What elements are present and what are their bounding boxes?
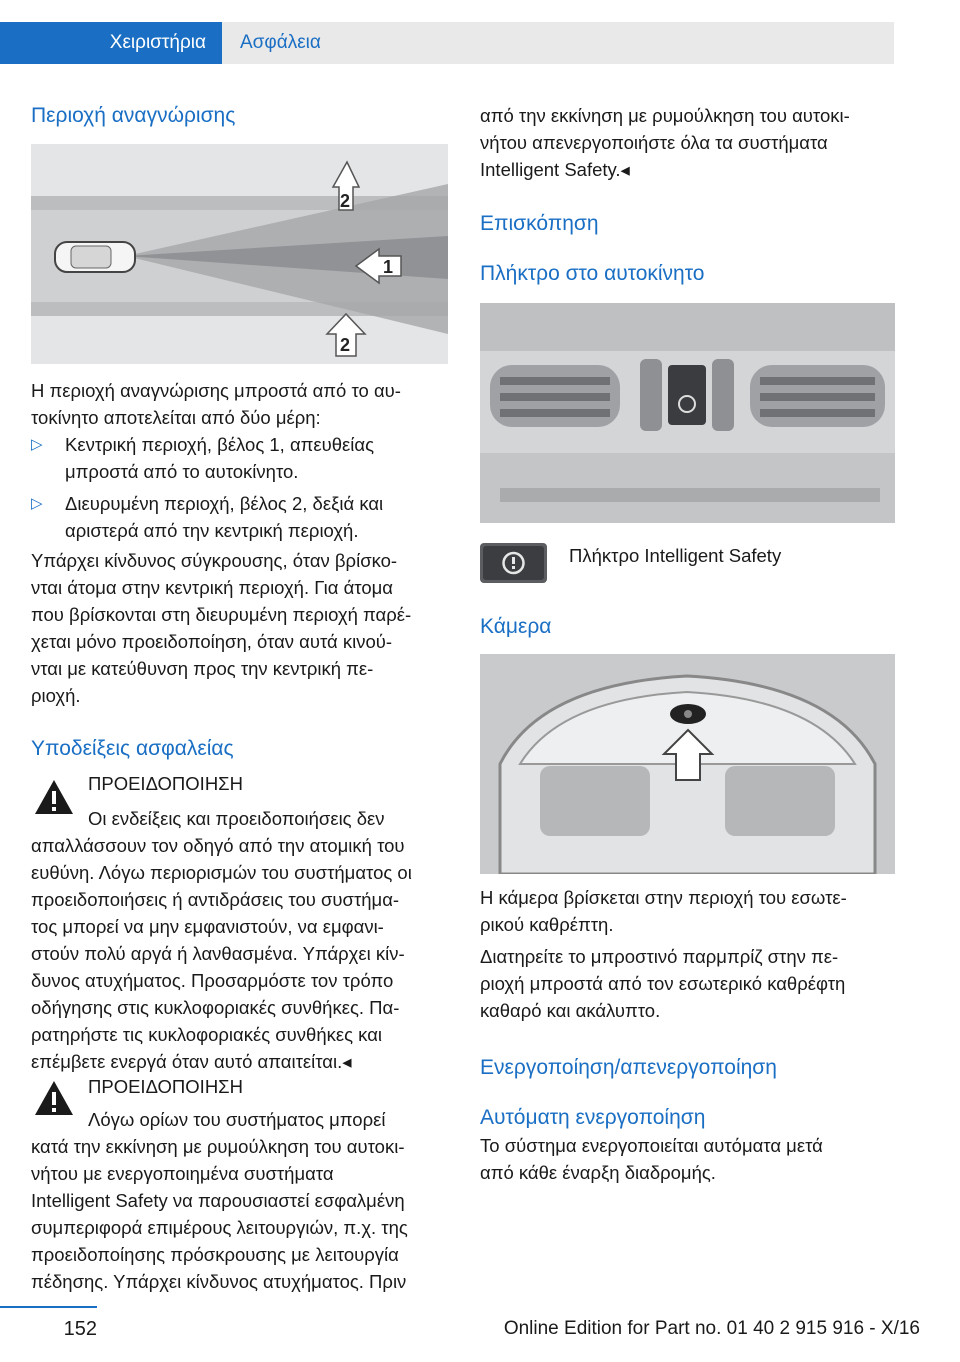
collision-risk-paragraph: Υπάρχει κίνδυνος σύγκρουσης, όταν βρίσκο- νται άτομα στην κεντρική περιοχή. Για άτομα που βρίσκονται στη διευρυμένη περιοχή παρέ- χεται μόνο προειδοποίηση, όταν αυτά κινού- νται με κατεύθυνση προς την κεντρική πε- ριοχή. [31,550,412,706]
tab-safety[interactable]: Ασφάλεια [222,22,894,64]
warning-title: ΠΡΟΕΙΔΟΠΟΙΗΣΗ [88,773,243,794]
warning-title: ΠΡΟΕΙΔΟΠΟΙΗΣΗ [88,1076,243,1097]
heading-on-off: Ενεργοποίηση/απενεργοποίηση [480,1056,777,1079]
figure-label-2-top: 2 [340,191,351,211]
heading-camera: Κάμερα [480,615,552,638]
heading-button-in-car: Πλήκτρο στο αυτοκίνητο [480,262,705,285]
warning-paragraph: Λόγω ορίων του συστήματος μπορεί κατά την εκκίνηση με ρυμούλκηση του αυτοκι- νήτου με ενεργοποιημένα συστήματα Intelligent Safety να παρουσιαστεί εσφαλμένη συμπεριφορά επιμέρους λειτουργιών, π.χ. της προειδοποίησης πρόσκρουσης με λειτουργία πέδησης. Υπάρχει κίνδυνος ατυχήματος. Πριν [31,1109,408,1292]
list-item: ▷ Διευρυμένη περιοχή, βέλος 2, δεξιά και αριστερά από την κεντρική περιοχή. [31,490,448,544]
header-tabs [0,22,895,64]
windscreen-paragraph: Διατηρείτε το μπροστινό παρμπρίζ στην πε- ριοχή μπροστά από τον εσωτερικό καθρέφτη καθαρό και ακάλυπτο. [480,946,846,1021]
list-item: ▷ Κεντρική περιοχή, βέλος 1, απευθείας μπροστά από το αυτοκίνητο. [31,431,448,485]
bullet-arrow-icon: ▷ [31,436,43,453]
auto-activation-paragraph: Το σύστημα ενεργοποιείται αυτόματα μετά από κάθε έναρξη διαδρομής. [480,1135,823,1183]
heading-overview: Επισκόπηση [480,212,599,235]
footer-divider [0,1306,97,1308]
camera-paragraph: Η κάμερα βρίσκεται στην περιοχή του εσωτε- ρικού καθρέπτη. [480,887,847,935]
intelligent-safety-button-icon [480,543,547,583]
intro-paragraph: Η περιοχή αναγνώρισης μπροστά από το αυ- τοκίνητο αποτελείται από δύο μέρη: [31,380,401,428]
dashboard-button-figure [480,303,895,523]
detection-area-figure [31,144,448,364]
heading-detection-area: Περιοχή αναγνώρισης [31,104,236,127]
page-number: 152 [63,1318,97,1340]
tab-controls[interactable]: Χειριστήρια [0,22,222,64]
edition-footer: Online Edition for Part no. 01 40 2 915 916 - X/16 [503,1318,920,1339]
continued-paragraph: από την εκκίνηση με ρυμούλκηση του αυτοκι- νήτου απενεργοποιήστε όλα τα συστήματα Intelligent Safety.◂ [480,105,850,180]
figure-label-2-bottom: 2 [340,335,351,355]
heading-auto-activation: Αυτόματη ενεργοποίηση [480,1106,706,1129]
camera-location-figure [480,654,895,874]
bullet-arrow-icon: ▷ [31,495,43,512]
figure-label-1: 1 [383,257,394,277]
heading-safety-notes: Υποδείξεις ασφαλείας [31,737,234,760]
warning-paragraph: Οι ενδείξεις και προειδοποιήσεις δεν απαλλάσσουν τον οδηγό από την ατομική του ευθύνη. Λόγω περιορισμών του συστήματος οι προειδοποιήσεις ή αντιδράσεις του συστήμα- τος μπορεί να μην εμφανιστούν, να εμφανι- στούν πολύ αργά ή λανθασμένα. Υπάρχει κίν- δυνος ατυχήματος. Προσαρμόστε τον τρόπο οδήγησης στις κυκλοφοριακές συνθήκες. Πα- ρατηρήστε τις κυκλοφοριακές συνθήκες και επέμβετε ενεργά όταν αυτό απαιτείται.◂ [31,808,412,1072]
button-caption: Πλήκτρο Intelligent Safety [569,545,782,566]
